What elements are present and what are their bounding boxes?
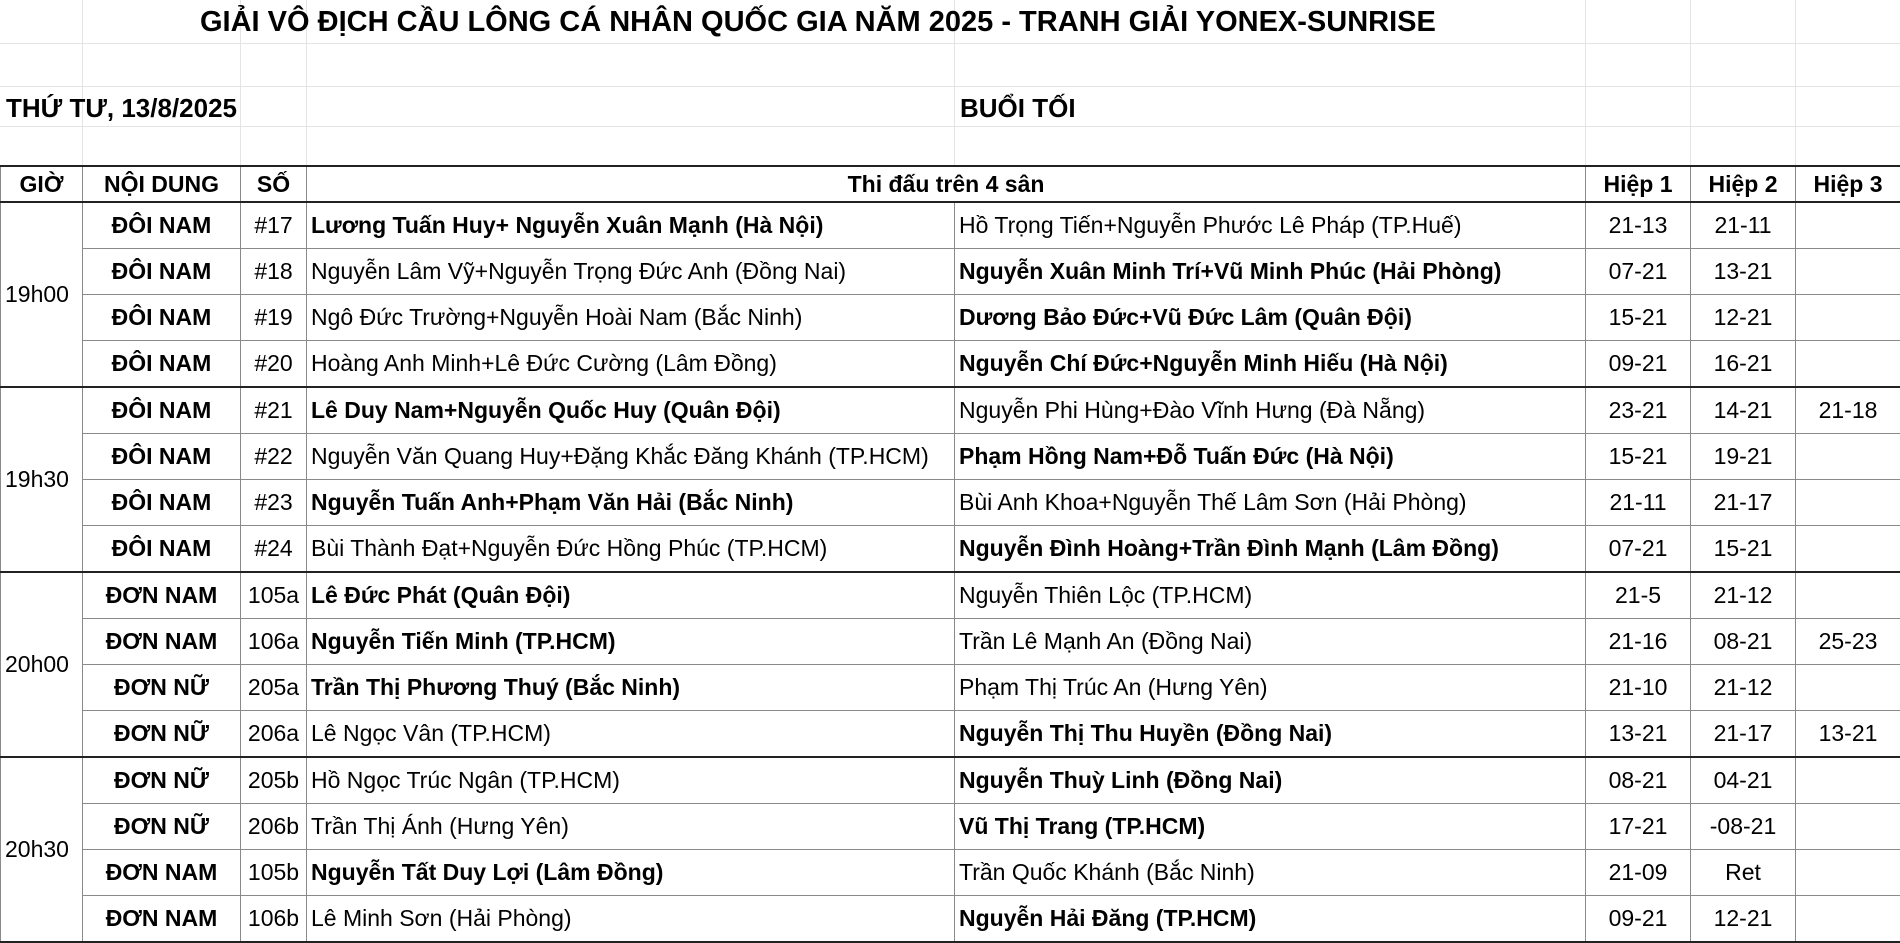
- header-row: [1, 166, 1900, 202]
- set1-score: 07-21: [1586, 249, 1691, 295]
- gridline: [0, 86, 1900, 87]
- set3-score: [1796, 434, 1900, 480]
- match-row: [1, 665, 1900, 711]
- match-number: #20: [241, 341, 307, 388]
- player2-cell: Phạm Hồng Nam+Đỗ Tuấn Đức (Hà Nội): [955, 434, 1586, 480]
- set2-score: 14-21: [1691, 387, 1796, 434]
- schedule-body: [1, 202, 1900, 942]
- set2-score: 04-21: [1691, 757, 1796, 804]
- event-cell: ĐÔI NAM: [83, 387, 241, 434]
- player1-cell: Lê Đức Phát (Quân Đội): [307, 572, 955, 619]
- schedule-date: THỨ TƯ, 13/8/2025: [6, 93, 237, 124]
- match-row: [1, 387, 1900, 434]
- player2-cell: Trần Quốc Khánh (Bắc Ninh): [955, 850, 1586, 896]
- match-row: [1, 572, 1900, 619]
- match-row: [1, 711, 1900, 758]
- match-number: 205b: [241, 757, 307, 804]
- time-slot: 20h00: [1, 572, 83, 757]
- set2-score: 12-21: [1691, 295, 1796, 341]
- event-cell: ĐÔI NAM: [83, 341, 241, 388]
- header-event: NỘI DUNG: [83, 166, 241, 202]
- gridline: [1585, 0, 1586, 165]
- set1-score: 21-10: [1586, 665, 1691, 711]
- player2-cell: Nguyễn Thuỳ Linh (Đồng Nai): [955, 757, 1586, 804]
- match-number: 106b: [241, 896, 307, 943]
- event-cell: ĐƠN NAM: [83, 896, 241, 943]
- set1-score: 07-21: [1586, 526, 1691, 573]
- match-number: 105b: [241, 850, 307, 896]
- event-cell: ĐƠN NỮ: [83, 665, 241, 711]
- set3-score: [1796, 249, 1900, 295]
- match-number: #21: [241, 387, 307, 434]
- player1-cell: Hoàng Anh Minh+Lê Đức Cường (Lâm Đồng): [307, 341, 955, 388]
- set3-score: [1796, 480, 1900, 526]
- match-row: [1, 202, 1900, 249]
- player2-cell: Nguyễn Phi Hùng+Đào Vĩnh Hưng (Đà Nẵng): [955, 387, 1586, 434]
- set3-score: [1796, 295, 1900, 341]
- set3-score: [1796, 202, 1900, 249]
- set2-score: 21-12: [1691, 665, 1796, 711]
- player2-cell: Vũ Thị Trang (TP.HCM): [955, 804, 1586, 850]
- event-cell: ĐÔI NAM: [83, 526, 241, 573]
- event-cell: ĐÔI NAM: [83, 202, 241, 249]
- set2-score: 12-21: [1691, 896, 1796, 943]
- session-label: BUỔI TỐI: [960, 93, 1076, 124]
- header-set1: Hiệp 1: [1586, 166, 1691, 202]
- header-time: GIỜ: [1, 166, 83, 202]
- header-set3: Hiệp 3: [1796, 166, 1900, 202]
- event-cell: ĐƠN NAM: [83, 850, 241, 896]
- match-row: [1, 526, 1900, 573]
- player1-cell: Lê Duy Nam+Nguyễn Quốc Huy (Quân Đội): [307, 387, 955, 434]
- set3-score: [1796, 572, 1900, 619]
- set3-score: [1796, 804, 1900, 850]
- schedule-table: [0, 165, 1900, 943]
- set3-score: [1796, 896, 1900, 943]
- player2-cell: Nguyễn Thị Thu Huyền (Đồng Nai): [955, 711, 1586, 758]
- player1-cell: Hồ Ngọc Trúc Ngân (TP.HCM): [307, 757, 955, 804]
- set1-score: 15-21: [1586, 295, 1691, 341]
- time-slot: 19h00: [1, 202, 83, 387]
- player2-cell: Nguyễn Đình Hoàng+Trần Đình Mạnh (Lâm Đồng): [955, 526, 1586, 573]
- player1-cell: Bùi Thành Đạt+Nguyễn Đức Hồng Phúc (TP.HCM): [307, 526, 955, 573]
- player2-cell: Phạm Thị Trúc An (Hưng Yên): [955, 665, 1586, 711]
- event-cell: ĐƠN NAM: [83, 619, 241, 665]
- event-cell: ĐƠN NAM: [83, 572, 241, 619]
- match-row: [1, 619, 1900, 665]
- event-cell: ĐÔI NAM: [83, 434, 241, 480]
- set3-score: [1796, 526, 1900, 573]
- set2-score: 15-21: [1691, 526, 1796, 573]
- set1-score: 21-13: [1586, 202, 1691, 249]
- player2-cell: Nguyễn Chí Đức+Nguyễn Minh Hiếu (Hà Nội): [955, 341, 1586, 388]
- event-cell: ĐƠN NỮ: [83, 711, 241, 758]
- match-row: [1, 249, 1900, 295]
- event-cell: ĐƠN NỮ: [83, 757, 241, 804]
- set1-score: 09-21: [1586, 341, 1691, 388]
- event-cell: ĐÔI NAM: [83, 295, 241, 341]
- set2-score: 16-21: [1691, 341, 1796, 388]
- match-number: 206a: [241, 711, 307, 758]
- page-title: GIẢI VÔ ĐỊCH CẦU LÔNG CÁ NHÂN QUỐC GIA NĂM 2025 - TRANH GIẢI YONEX-SUNRISE: [200, 6, 1436, 39]
- player2-cell: Nguyễn Xuân Minh Trí+Vũ Minh Phúc (Hải Phòng): [955, 249, 1586, 295]
- set3-score: 25-23: [1796, 619, 1900, 665]
- set2-score: 08-21: [1691, 619, 1796, 665]
- player2-cell: Trần Lê Mạnh An (Đồng Nai): [955, 619, 1586, 665]
- set3-score: [1796, 665, 1900, 711]
- player1-cell: Nguyễn Tất Duy Lợi (Lâm Đồng): [307, 850, 955, 896]
- player1-cell: Nguyễn Lâm Vỹ+Nguyễn Trọng Đức Anh (Đồng Nai): [307, 249, 955, 295]
- match-number: #17: [241, 202, 307, 249]
- set1-score: 09-21: [1586, 896, 1691, 943]
- set3-score: [1796, 341, 1900, 388]
- player1-cell: Ngô Đức Trường+Nguyễn Hoài Nam (Bắc Ninh): [307, 295, 955, 341]
- match-number: 206b: [241, 804, 307, 850]
- match-row: [1, 896, 1900, 943]
- gridline: [0, 43, 1900, 44]
- match-number: #22: [241, 434, 307, 480]
- set3-score: 21-18: [1796, 387, 1900, 434]
- match-row: [1, 434, 1900, 480]
- set3-score: [1796, 850, 1900, 896]
- player2-cell: Bùi Anh Khoa+Nguyễn Thế Lâm Sơn (Hải Phòng): [955, 480, 1586, 526]
- player2-cell: Hồ Trọng Tiến+Nguyễn Phước Lê Pháp (TP.Huế): [955, 202, 1586, 249]
- event-cell: ĐÔI NAM: [83, 249, 241, 295]
- match-number: 105a: [241, 572, 307, 619]
- header-courts: Thi đấu trên 4 sân: [307, 166, 1586, 202]
- header-set2: Hiệp 2: [1691, 166, 1796, 202]
- set1-score: 08-21: [1586, 757, 1691, 804]
- set1-score: 21-5: [1586, 572, 1691, 619]
- set2-score: 21-11: [1691, 202, 1796, 249]
- player1-cell: Lê Ngọc Vân (TP.HCM): [307, 711, 955, 758]
- set1-score: 13-21: [1586, 711, 1691, 758]
- player1-cell: Nguyễn Văn Quang Huy+Đặng Khắc Đăng Khánh (TP.HCM): [307, 434, 955, 480]
- match-row: [1, 480, 1900, 526]
- player1-cell: Trần Thị Phương Thuý (Bắc Ninh): [307, 665, 955, 711]
- set1-score: 17-21: [1586, 804, 1691, 850]
- match-number: #18: [241, 249, 307, 295]
- set1-score: 21-11: [1586, 480, 1691, 526]
- match-number: #19: [241, 295, 307, 341]
- gridline: [1690, 0, 1691, 165]
- time-slot: 19h30: [1, 387, 83, 572]
- player1-cell: Lê Minh Sơn (Hải Phòng): [307, 896, 955, 943]
- match-row: [1, 850, 1900, 896]
- event-cell: ĐƠN NỮ: [83, 804, 241, 850]
- set1-score: 21-09: [1586, 850, 1691, 896]
- match-row: [1, 341, 1900, 388]
- set1-score: 21-16: [1586, 619, 1691, 665]
- player2-cell: Dương Bảo Đức+Vũ Đức Lâm (Quân Đội): [955, 295, 1586, 341]
- set2-score: Ret: [1691, 850, 1796, 896]
- set2-score: 21-17: [1691, 480, 1796, 526]
- set2-score: 13-21: [1691, 249, 1796, 295]
- player2-cell: Nguyễn Thiên Lộc (TP.HCM): [955, 572, 1586, 619]
- player1-cell: Nguyễn Tuấn Anh+Phạm Văn Hải (Bắc Ninh): [307, 480, 955, 526]
- player1-cell: Nguyễn Tiến Minh (TP.HCM): [307, 619, 955, 665]
- set2-score: 19-21: [1691, 434, 1796, 480]
- set2-score: 21-12: [1691, 572, 1796, 619]
- match-number: 205a: [241, 665, 307, 711]
- header-number: SỐ: [241, 166, 307, 202]
- set3-score: [1796, 757, 1900, 804]
- set2-score: -08-21: [1691, 804, 1796, 850]
- player1-cell: Lương Tuấn Huy+ Nguyễn Xuân Mạnh (Hà Nội): [307, 202, 955, 249]
- player2-cell: Nguyễn Hải Đăng (TP.HCM): [955, 896, 1586, 943]
- match-number: 106a: [241, 619, 307, 665]
- gridline: [1795, 0, 1796, 165]
- set2-score: 21-17: [1691, 711, 1796, 758]
- match-number: #23: [241, 480, 307, 526]
- set1-score: 23-21: [1586, 387, 1691, 434]
- gridline: [82, 0, 83, 165]
- match-row: [1, 295, 1900, 341]
- set3-score: 13-21: [1796, 711, 1900, 758]
- set1-score: 15-21: [1586, 434, 1691, 480]
- match-row: [1, 804, 1900, 850]
- event-cell: ĐÔI NAM: [83, 480, 241, 526]
- player1-cell: Trần Thị Ánh (Hưng Yên): [307, 804, 955, 850]
- gridline: [0, 126, 1900, 127]
- time-slot: 20h30: [1, 757, 83, 942]
- match-number: #24: [241, 526, 307, 573]
- match-row: [1, 757, 1900, 804]
